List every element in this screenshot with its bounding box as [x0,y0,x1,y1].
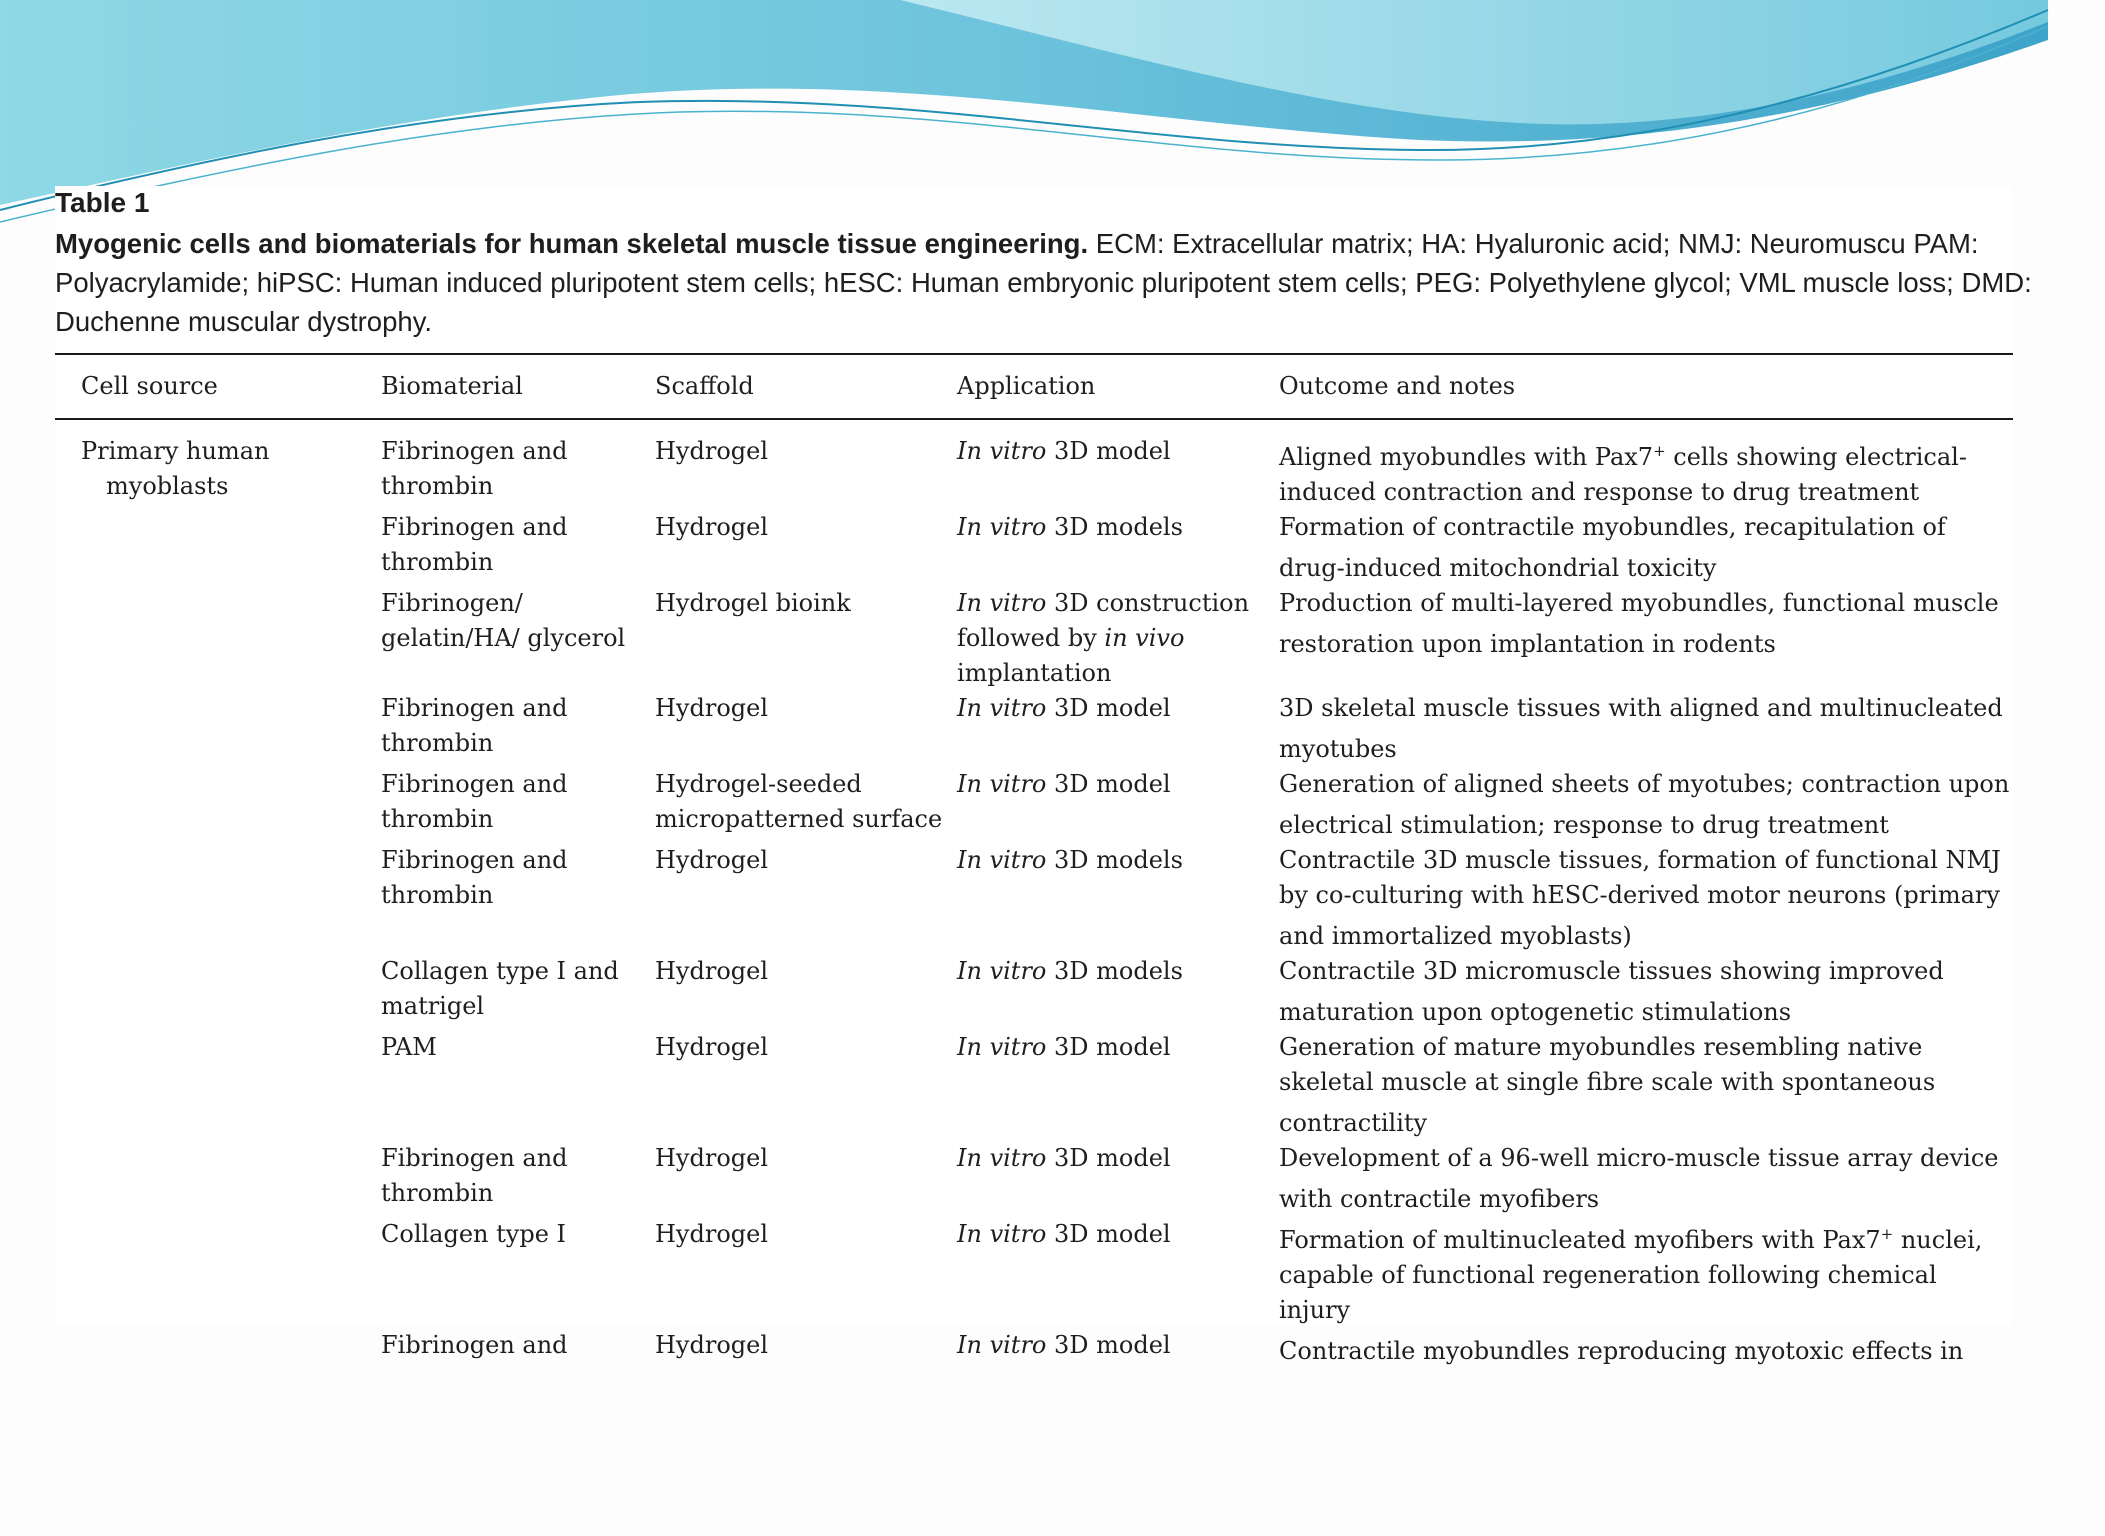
header-biomaterial: Biomaterial [381,354,655,419]
scaffold-cell: Hydrogel bioink [655,589,851,617]
table-row [55,586,2013,691]
outcome-cell [1279,1030,2013,1141]
biomaterial-cell: Fibrinogen and thrombin [381,770,568,833]
scaffold-cell: Hydrogel [655,694,769,722]
scaffold-cell: Hydrogel [655,513,769,541]
outcome-text: Contractile 3D muscle tissues, formation of functional NMJ by co-culturing with hESC-derived motor neurons (primary and immortalized myoblasts) [1279,846,2001,950]
application-cell [957,1217,1279,1328]
scaffold-cell: Hydrogel [655,846,769,874]
scaffold-cell: Hydrogel [655,437,769,465]
application-cell [957,691,1279,767]
outcome-text: Contractile myobundles reproducing myotoxic effects in [1279,1337,1964,1365]
outcome-cell [1279,1141,2013,1217]
application-cell [957,1141,1279,1217]
application-text: implantation [957,659,1112,687]
table-row [55,691,2013,767]
biomaterial-cell: Fibrinogen and thrombin [381,694,568,757]
table-row [55,954,2013,1030]
table-row [55,1217,2013,1328]
outcome-text: Aligned myobundles with Pax7 [1279,443,1654,471]
outcome-cell [1279,843,2013,954]
application-italic-text: In vitro [957,437,1047,465]
caption-abbreviations: ECM: Extracellular matrix; HA: Hyaluronic acid; NMJ: Neuromuscu PAM: Polyacrylamide; hiPSC: Human induced pluripotent stem cells; hESC: Human embryonic pluripotent stem cells; PEG: Polyethylene glycol; VML muscle loss; DMD: Duchenne muscular dystrophy. [55,228,2032,337]
application-text: 3D model [1046,694,1171,722]
table-row [55,843,2013,954]
table-row [55,767,2013,843]
outcome-text: Formation of multinucleated myofibers with Pax7 [1279,1226,1881,1254]
header-scaffold: Scaffold [655,354,957,419]
application-text: 3D model [1046,437,1171,465]
outcome-text: Formation of contractile myobundles, recapitulation of drug-induced mitochondrial toxicity [1279,513,1946,582]
outcome-cell [1279,419,2013,510]
biomaterial-cell: Fibrinogen and [381,1331,568,1359]
scaffold-cell: Hydrogel [655,1331,769,1359]
outcome-text: 3D skeletal muscle tissues with aligned and multinucleated myotubes [1279,694,2003,763]
application-italic-text: in vivo [1104,624,1185,652]
biomaterial-cell: Fibrinogen and thrombin [381,513,568,576]
cell-source-cell [55,767,381,843]
application-cell [957,1328,1279,1369]
application-text: 3D model [1046,1144,1171,1172]
outcome-cell [1279,954,2013,1030]
scaffold-cell: Hydrogel [655,1033,769,1061]
header-row [55,354,2013,419]
table-number: Table 1 [55,187,150,218]
outcome-cell [1279,691,2013,767]
application-italic-text: In vitro [957,1220,1047,1248]
outcome-superscript: + [1880,1225,1894,1243]
outcome-cell [1279,1328,2013,1369]
scaffold-cell: Hydrogel-seeded micropatterned surface [655,770,943,833]
header-outcome: Outcome and notes [1279,354,2013,419]
table-figure [55,186,2032,1365]
table-header [55,354,2013,419]
table-row [55,510,2013,586]
table-row [55,1141,2013,1217]
caption-title: Myogenic cells and biomaterials for human skeletal muscle tissue engineering. [55,228,1089,259]
outcome-text: Generation of aligned sheets of myotubes; contraction upon electrical stimulation; response to drug treatment [1279,770,2010,839]
application-cell [957,954,1279,1030]
outcome-text: Generation of mature myobundles resembling native skeletal muscle at single fibre scale with spontaneous contractility [1279,1033,1936,1137]
cell-source-cell [55,419,381,510]
application-cell [957,586,1279,691]
application-text: 3D models [1046,846,1183,874]
application-text: 3D model [1046,1220,1171,1248]
biomaterial-cell: Fibrinogen and thrombin [381,846,568,909]
cell-source-cell [55,586,381,691]
application-text: 3D model [1046,1033,1171,1061]
application-text: 3D model [1046,770,1171,798]
table-row [55,1328,2013,1369]
application-text: 3D models [1046,957,1183,985]
application-text: 3D construction followed by [957,589,1250,652]
outcome-text: Development of a 96-well micro-muscle tissue array device with contractile myofibers [1279,1144,1999,1213]
data-table [55,353,2013,1369]
outcome-text: Contractile 3D micromuscle tissues showing improved maturation upon optogenetic stimulations [1279,957,1944,1026]
scaffold-cell: Hydrogel [655,957,769,985]
biomaterial-cell: Collagen type I [381,1220,567,1248]
outcome-text-continued: cells showing electrical-induced contraction and response to drug treatment [1279,443,1967,506]
cell-source-cell [55,1328,381,1369]
application-italic-text: In vitro [957,694,1047,722]
cell-source-label: Primary human myoblasts [81,437,270,500]
header-application: Application [957,354,1279,419]
application-text: 3D model [1046,1331,1171,1359]
cell-source-cell [55,691,381,767]
application-italic-text: In vitro [957,770,1047,798]
cell-source-cell [55,1030,381,1141]
application-italic-text: In vitro [957,846,1047,874]
scaffold-cell: Hydrogel [655,1144,769,1172]
scaffold-cell: Hydrogel [655,1220,769,1248]
table-body [55,419,2013,1369]
application-italic-text: In vitro [957,957,1047,985]
table-row [55,1030,2013,1141]
outcome-cell [1279,510,2013,586]
biomaterial-cell: Fibrinogen and thrombin [381,1144,568,1207]
biomaterial-cell: Fibrinogen/ gelatin/HA/ glycerol [381,589,626,652]
application-cell [957,767,1279,843]
outcome-text: Production of multi-layered myobundles, functional muscle restoration upon implantation in rodents [1279,589,1999,658]
outcome-cell [1279,1217,2013,1328]
biomaterial-cell: PAM [381,1033,437,1061]
cell-source-cell [55,843,381,954]
application-cell [957,843,1279,954]
cell-source-cell [55,510,381,586]
outcome-text-continued: nuclei, capable of functional regeneration following chemical injury [1279,1226,1983,1324]
application-cell [957,1030,1279,1141]
cell-source-cell [55,954,381,1030]
application-cell [957,419,1279,510]
biomaterial-cell: Fibrinogen and thrombin [381,437,568,500]
application-italic-text: In vitro [957,589,1047,617]
application-italic-text: In vitro [957,1033,1047,1061]
application-italic-text: In vitro [957,1331,1047,1359]
application-italic-text: In vitro [957,513,1047,541]
cell-source-cell [55,1141,381,1217]
biomaterial-cell: Collagen type I and matrigel [381,957,619,1020]
outcome-cell [1279,586,2013,691]
table-caption [55,224,2105,341]
cell-source-cell [55,1217,381,1328]
header-cell-source: Cell source [55,354,381,419]
table-row [55,419,2013,510]
outcome-cell [1279,767,2013,843]
application-italic-text: In vitro [957,1144,1047,1172]
outcome-superscript: + [1653,442,1666,460]
application-cell [957,510,1279,586]
application-text: 3D models [1046,513,1183,541]
